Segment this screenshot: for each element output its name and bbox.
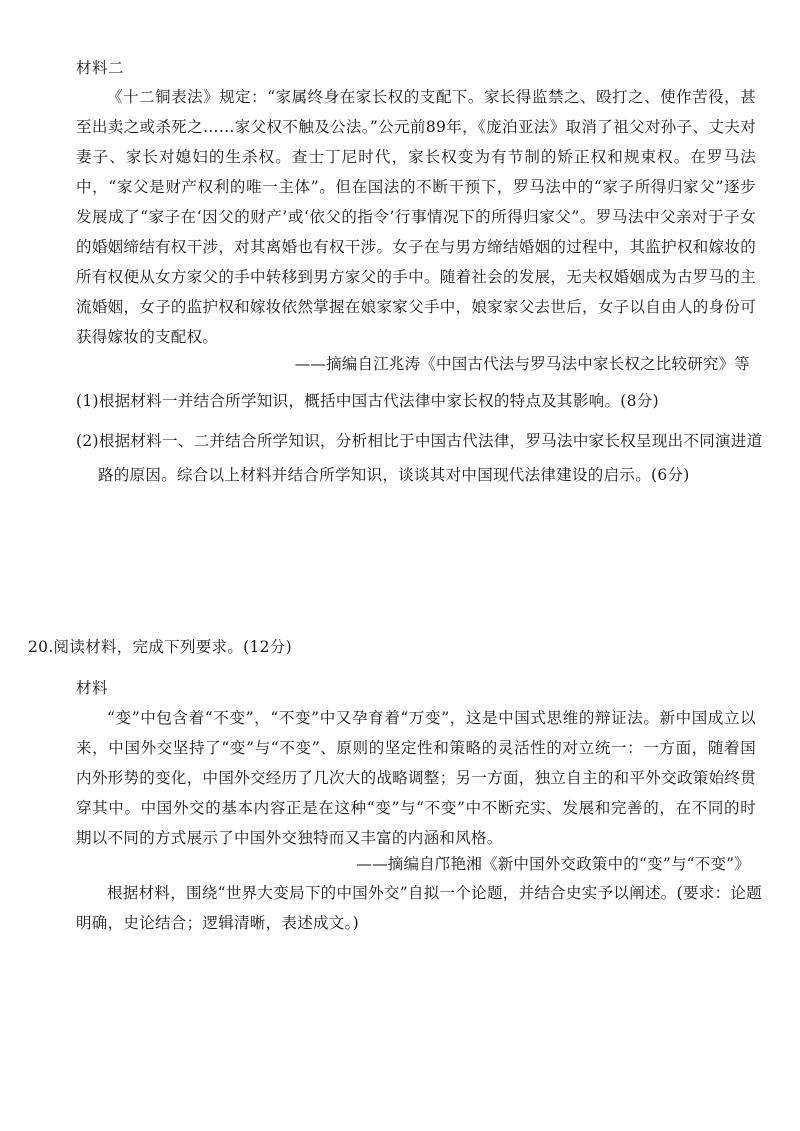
question-1: (1)根据材料一并结合所学知识，概括中国古代法律中家长权的特点及其影响。(8分)	[76, 392, 659, 410]
question-20-task: 根据材料，围绕“世界大变局下的中国外交”自拟一个论题，并结合史实予以阐述。(要求：论题明确，史论结合；逻辑清晰，表述成文。)	[76, 884, 762, 932]
material-two-label: 材料二	[76, 59, 125, 77]
material-two-text: 《十二铜表法》规定：“家属终身在家长权的支配下。家长得监禁之、殴打之、使作苦役，甚至出卖之或杀死之……家父权不触及公法。”公元前89年，《庞泊亚法》取消了祖父对孙子、丈夫对妻子、家长对媳妇的生杀权。查士丁尼时代，家长权变为有节制的矫正权和规束权。在罗马法中，“家父是财产权利的唯一主体”。但在国法的不断干预下，罗马法中的“家子所得归家父”逐步发展成了“家子在‘因父的财产’或‘依父的指令’行事情况下的所得归家父”。罗马法中父亲对于子女的婚姻缔结有权干涉，对其离婚也有权干涉。女子在与男方缔结婚姻的过程中，其监护权和嫁妆的所有权便从女方家父的手中转移到男方家父的手中。随着社会的发展，无夫权婚姻成为古罗马的主流婚姻，女子的监护权和嫁妆依然掌握在娘家家父手中，娘家家父去世后，女子以自由人的身份可获得嫁妆的支配权。	[76, 88, 756, 346]
material-two-source: ——摘编自江兆涛《中国古代法与罗马法中家长权之比较研究》等	[294, 355, 750, 373]
question-2: (2)根据材料一、二并结合所学知识，分析相比于中国古代法律，罗马法中家长权呈现出不同演进道路的原因。综合以上材料并结合所学知识，谈谈其对中国现代法律建设的启示。(6分)	[76, 432, 763, 484]
question-20-heading: 20.阅读材料，完成下列要求。(12分)	[28, 638, 292, 656]
question-20-material-text: “变”中包含着“不变”，“不变”中又孕育着“万变”，这是中国式思维的辩证法。新中国成立以来，中国外交坚持了“变”与“不变”、原则的坚定性和策略的灵活性的对立统一：一方面，随着国内外形势的变化，中国外交经历了几次大的战略调整；另一方面，独立自主的和平外交政策始终贯穿其中。中国外交的基本内容正是在这种“变”与“不变”中不断充实、发展和完善的，在不同的时期以不同的方式展示了中国外交独特而又丰富的内涵和风格。	[76, 709, 756, 847]
question-20-material-label: 材料	[76, 679, 109, 697]
question-20-source: ——摘编自邝艳湘《新中国外交政策中的“变”与“不变”》	[356, 855, 750, 873]
